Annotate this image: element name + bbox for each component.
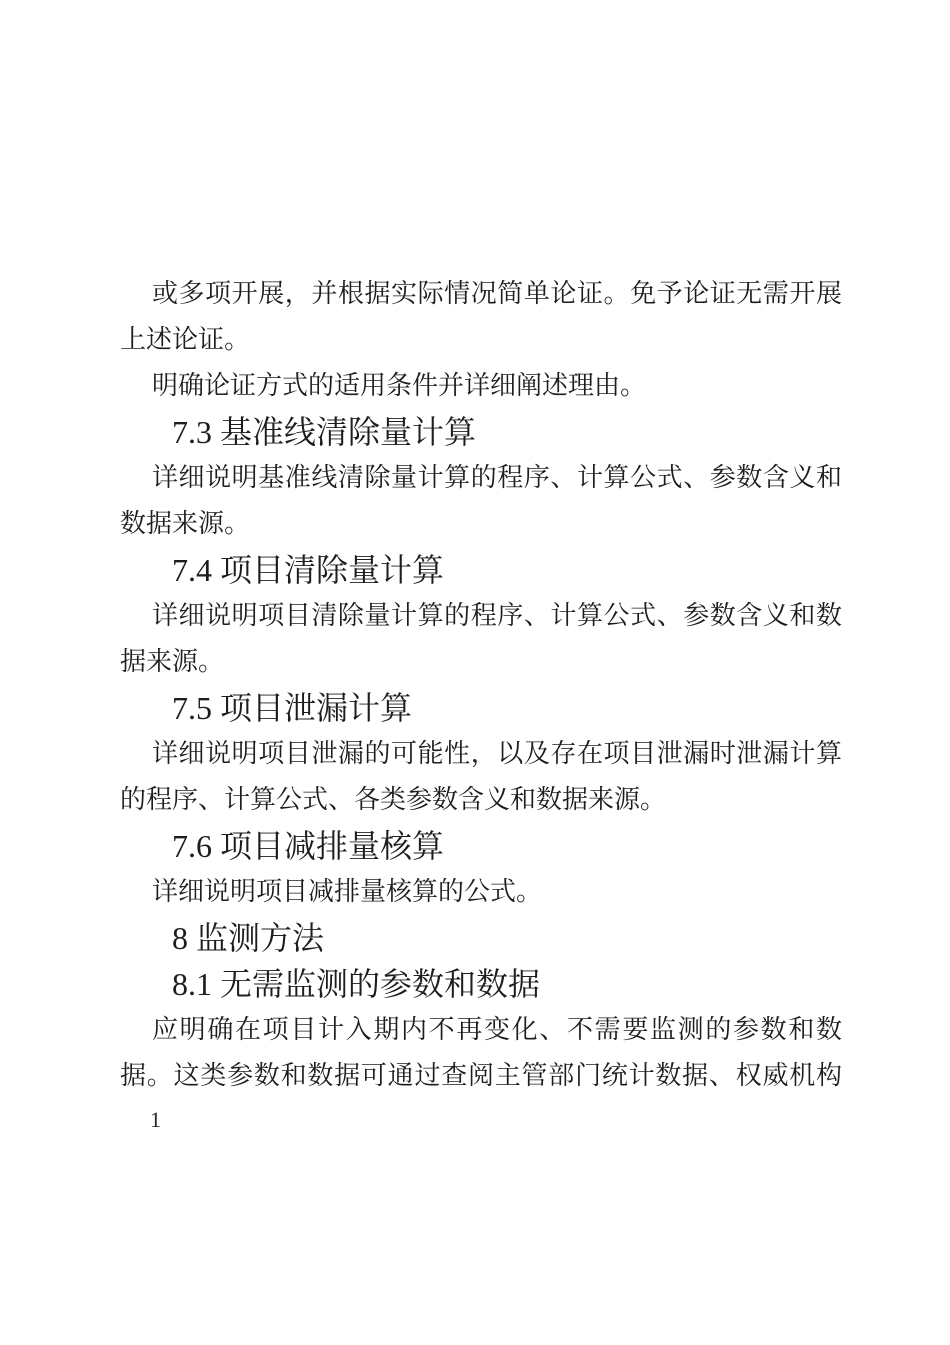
body-line-12: 的程序、计算公式、各类参数含义和数据来源。	[120, 785, 667, 814]
heading-8: 8 监测方法	[172, 920, 325, 956]
heading-7-5: 7.5 项目泄漏计算	[172, 690, 413, 726]
heading-7-6: 7.6 项目减排量核算	[172, 828, 445, 864]
body-line-11: 详细说明项目泄漏的可能性，以及存在项目泄漏时泄漏计算	[152, 739, 842, 768]
body-line-17: 应明确在项目计入期内不再变化、不需要监测的参数和数	[152, 1015, 842, 1044]
page-number: 1	[150, 1107, 161, 1132]
document-body	[120, 271, 842, 1099]
body-line-9: 据来源。	[120, 647, 225, 676]
heading-8-1: 8.1 无需监测的参数和数据	[172, 966, 541, 1002]
heading-7-4: 7.4 项目清除量计算	[172, 552, 445, 588]
heading-7-3: 7.3 基准线清除量计算	[172, 414, 477, 450]
body-line-3: 明确论证方式的适用条件并详细阐述理由。	[152, 371, 647, 400]
body-line-5: 详细说明基准线清除量计算的程序、计算公式、参数含义和	[152, 463, 842, 492]
body-line-18: 据。这类参数和数据可通过查阅主管部门统计数据、权威机构	[120, 1061, 842, 1090]
body-line-2: 上述论证。	[120, 325, 251, 354]
body-line-1: 或多项开展，并根据实际情况简单论证。免予论证无需开展	[152, 279, 842, 308]
body-line-8: 详细说明项目清除量计算的程序、计算公式、参数含义和数	[152, 601, 842, 630]
body-line-14: 详细说明项目减排量核算的公式。	[152, 877, 543, 906]
body-line-6: 数据来源。	[120, 509, 251, 538]
